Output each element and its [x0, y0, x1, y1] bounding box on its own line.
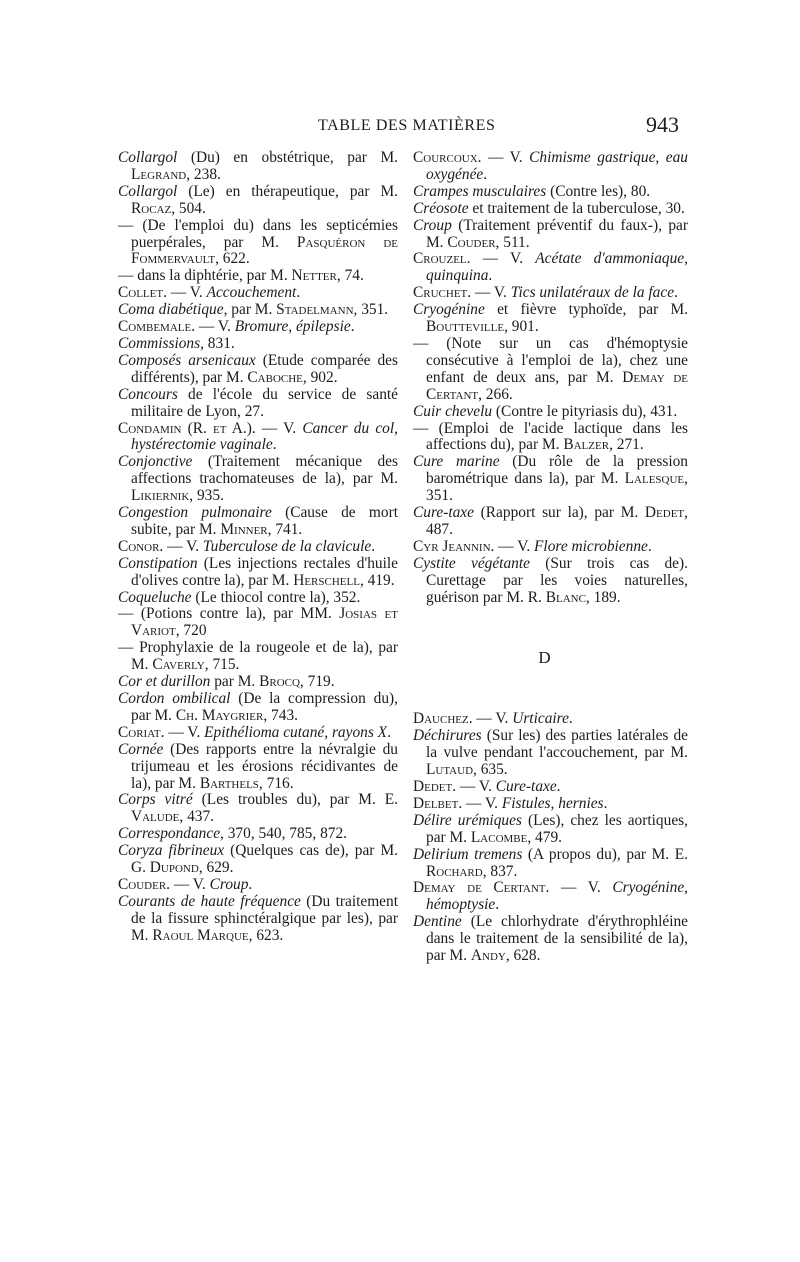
entry-author: Josias et Variot [131, 605, 398, 640]
entry-author: Dedet. — V. [413, 778, 496, 795]
entry-text: , 831. [200, 334, 235, 352]
index-entry [413, 914, 688, 965]
entry-author: Couder [447, 233, 496, 251]
entry-author: Stadelmann [276, 301, 354, 319]
entry-text: (Etude comparée des différents), par M. [131, 351, 398, 386]
entry-topic: Conjonctive [118, 453, 193, 471]
section-c-continued [413, 150, 688, 606]
see-also-reference: Cancer du col, hystérectomie vaginale [131, 419, 399, 454]
entry-text: (Contre les), 80. [546, 182, 651, 200]
index-entry [413, 813, 688, 847]
entry-author: G. Dupond [131, 859, 199, 877]
index-entry [118, 826, 398, 843]
entry-author: Demay de Certant. — V. [413, 879, 613, 897]
entry-text: , 715. [204, 656, 240, 674]
entry-author: Dedet [644, 504, 685, 522]
see-also-reference: Fistules, hernies [501, 794, 604, 812]
entry-text: , 935. [189, 487, 224, 505]
index-entry [413, 556, 688, 607]
entry-topic: Cryogénine [413, 301, 485, 319]
index-entry [413, 880, 688, 914]
see-also-reference: Flore microbienne [534, 537, 648, 555]
entry-text: — dans la diphtérie, par M. [118, 267, 292, 285]
entry-author: Crouzel. — V. [413, 250, 536, 268]
entry-text: — (Potions contre la), par MM. [118, 605, 340, 623]
entry-text: , 266. [478, 385, 513, 403]
entry-text: — Prophylaxie de la rougeole et de la), par M. [118, 639, 398, 674]
entry-text: . [387, 723, 391, 741]
index-entry [413, 251, 688, 285]
entry-topic: Cordon ombilical [118, 690, 231, 707]
index-entry [118, 725, 398, 742]
index-entry [413, 150, 688, 184]
entry-author: Cruchet. — V. [413, 284, 511, 302]
entry-text: (De la compression du), par M. [131, 690, 398, 724]
entry-author: Andy [470, 947, 506, 965]
index-entry [118, 590, 398, 607]
right-column [413, 150, 688, 965]
index-entry [118, 877, 398, 894]
entry-topic: Cystite végétante [413, 554, 530, 572]
entry-text: . [568, 710, 573, 728]
entry-author: Caverly [152, 656, 205, 674]
entry-author: Legrand [131, 165, 187, 183]
index-entry [413, 184, 688, 201]
entry-text: , par M. [223, 301, 277, 319]
entry-text: (Le chlorhydrate d'érythrophléine dans le traitement de la sensibilité de la), par M. [426, 913, 688, 965]
index-entry [118, 843, 398, 877]
entry-author: Couder. — V. [118, 875, 210, 893]
entry-text: , 837. [482, 862, 518, 880]
entry-text: , 743. [263, 706, 298, 724]
entry-text: . [371, 537, 376, 555]
entry-author: Coriat. — V. [118, 723, 205, 741]
entry-topic: Déchirures [413, 727, 482, 745]
index-entry [413, 847, 688, 881]
entry-author: Dauchez. — V. [413, 710, 513, 728]
entry-text: et traitement de la tuberculose, 30. [468, 199, 685, 217]
entry-text: (A propos du), par M. E. [522, 845, 688, 863]
entry-text: , 419. [359, 571, 395, 589]
entry-topic: Correspondance [118, 825, 221, 843]
index-entry [413, 728, 688, 779]
entry-text: (Les troubles du), par M. [192, 791, 385, 809]
see-also-reference: Bromure, épilepsie [234, 318, 351, 336]
entry-text: , 901. [504, 318, 539, 336]
entry-topic: Delirium tremens [413, 845, 523, 863]
index-entry [413, 505, 688, 539]
see-also-reference: Urticaire [512, 710, 569, 728]
entry-author: Combemale. — V. [118, 318, 235, 336]
entry-text: (Du rôle de la pression barométrique dans la), par M. [426, 453, 688, 488]
entry-text: (Du traitement de la fissure sphinctéralgique par les), par M. [131, 892, 398, 944]
entry-text: — (Note sur un cas d'hémoptysie consécutive à l'emploi de la), chez une enfant de deux ans, par M. [413, 334, 688, 386]
index-entry [118, 387, 398, 421]
entry-topic: Cor et durillon [118, 673, 211, 691]
entry-text: . [556, 778, 561, 795]
see-also-reference: Accouchement [206, 284, 297, 302]
index-entry [118, 150, 398, 184]
entry-topic: Collargol [118, 149, 178, 166]
index-entry [118, 556, 398, 590]
entry-text: . [488, 267, 493, 285]
index-entry [413, 539, 688, 556]
entry-text: , 189. [585, 588, 621, 606]
entry-text: . [272, 436, 277, 454]
see-also-reference: Tuberculose de la clavicule [202, 537, 372, 555]
index-entry [413, 285, 688, 302]
index-entry [118, 319, 398, 336]
entry-author: Raoul Marque [152, 926, 249, 944]
entry-text: . [495, 896, 500, 914]
entry-topic: Commissions [118, 334, 201, 352]
index-entry [118, 454, 398, 505]
see-also-reference: Cure-taxe [495, 778, 557, 795]
index-entry [118, 691, 398, 725]
entry-author: Minner [220, 520, 268, 538]
entry-author: Collet. — V. [118, 284, 207, 302]
index-entry [118, 505, 398, 539]
index-entry [413, 302, 688, 336]
see-also-reference: Acétate d'ammoniaque, quinquina [426, 250, 688, 285]
index-entry [413, 779, 688, 796]
entry-author: Lalesque [624, 470, 685, 488]
entry-text: , 902. [302, 368, 338, 386]
entry-text: , 238. [186, 165, 221, 183]
index-entry [413, 201, 688, 218]
entry-text: (Les), chez les aortiques, par M. [426, 811, 688, 846]
see-also-reference: Cryogénine, hémoptysie [426, 879, 688, 914]
entry-author: Brocq [259, 673, 300, 691]
entry-author: Ch. Maygrier [175, 706, 264, 724]
entry-text: , 370, 540, 785, 872. [220, 825, 348, 843]
entry-text: , 622. [215, 250, 250, 268]
entry-text: , 487. [426, 504, 688, 538]
entry-text: , 511. [495, 233, 530, 251]
entry-text: , 719. [299, 673, 335, 691]
entry-author: Rochard [426, 862, 483, 880]
entry-text: (Quelques cas de), par M. [224, 842, 398, 860]
index-entry [413, 711, 688, 728]
entry-text: (Traitement préventif du faux-), par M. [426, 216, 688, 251]
entry-author: Lutaud [426, 761, 474, 779]
entry-topic: Créosote [413, 199, 469, 217]
entry-text: — (De l'emploi du) dans les septicémies puerpérales, par M. [118, 216, 398, 251]
index-entry [118, 421, 398, 455]
entry-text: (Cause de mort subite, par M. [131, 504, 398, 538]
entry-text: — (Emploi de l'acide lactique dans les affections du), par M. [413, 419, 688, 454]
entry-text: (Sur les) des parties latérales de la vulve pendant l'accouchement, par M. [426, 727, 688, 762]
entry-text: . [483, 165, 488, 183]
index-entry [413, 404, 688, 421]
entry-author: Delbet. — V. [413, 794, 502, 812]
entry-author: Demay de Certant [426, 368, 689, 403]
entry-author: Barthels [199, 774, 259, 792]
entry-author: Rocaz [131, 199, 172, 217]
entry-author: Lacombe [470, 828, 528, 846]
entry-text: par M. [210, 673, 260, 691]
entry-topic: Dentine [413, 913, 462, 931]
entry-author: Boutteville [426, 318, 505, 336]
entry-author: Courcoux. — V. [413, 149, 530, 166]
index-entry [118, 268, 398, 285]
entry-text: , 628. [505, 947, 541, 965]
entry-topic: Courants de haute fréquence [118, 892, 301, 910]
entry-topic: Coryza fibrineux [118, 842, 225, 860]
index-entry [118, 640, 398, 674]
see-also-reference: Croup [209, 875, 249, 893]
index-entry [413, 454, 688, 505]
entry-topic: Collargol [118, 182, 178, 200]
entry-text: , 504. [171, 199, 206, 217]
entry-text: , 635. [473, 761, 508, 779]
index-entry [413, 421, 688, 455]
entry-topic: Composés arsenicaux [118, 351, 256, 369]
entry-author: Likiernik [131, 487, 190, 505]
entry-author: Balzer [563, 436, 610, 454]
entry-topic: Crampes musculaires [413, 182, 547, 200]
index-entry [413, 218, 688, 252]
index-entry [118, 184, 398, 218]
entry-text: (Traitement mécanique des affections trachomateuses de la), par M. [131, 453, 398, 488]
entry-topic: Congestion pulmonaire [118, 504, 272, 522]
entry-text: , 623. [248, 926, 284, 944]
entry-text: , 74. [336, 267, 364, 285]
entry-topic: Cure marine [413, 453, 500, 471]
index-entry [413, 796, 688, 813]
entry-text: de l'école du service de santé militaire de Lyon, 27. [131, 385, 398, 420]
entry-text: . [350, 318, 355, 336]
entry-text: , 716. [258, 774, 294, 792]
entry-author: Blanc [545, 588, 586, 606]
index-entry [118, 894, 398, 945]
entry-text: , 351. [353, 301, 389, 319]
entry-author: E. Valude [131, 791, 398, 826]
entry-author: Herschell [293, 571, 360, 589]
entry-text: (Contre le pityriasis du), 431. [492, 402, 678, 420]
entry-text: (Du) en obstétrique, par M. [177, 149, 398, 166]
entry-text: , 479. [527, 828, 562, 846]
entry-text: , 271. [609, 436, 644, 454]
entry-author: Cyr Jeannin. — V. [413, 537, 535, 555]
index-entry [118, 285, 398, 302]
entry-text: . [647, 537, 652, 555]
index-entry [118, 539, 398, 556]
entry-topic: Coqueluche [118, 588, 192, 606]
entry-text: , 720 [175, 622, 207, 640]
index-entry [118, 674, 398, 691]
entry-text: . [296, 284, 301, 302]
entry-topic: Cornée [118, 740, 164, 758]
entry-text: (Le thiocol contre la), 352. [191, 588, 361, 606]
entry-text: (Rapport sur la), par M. [473, 504, 645, 522]
entry-text: (Sur trois cas de). Curettage par les voies naturelles, guérison par M. R. [426, 554, 688, 606]
entry-text: (Le) en thérapeutique, par M. [177, 182, 398, 200]
see-also-reference: Epithélioma cutané, rayons X [204, 723, 388, 741]
entry-author: Condamin (R. et A.). — V. [118, 419, 303, 437]
entry-topic: Coma diabétique [118, 301, 224, 319]
see-also-reference: Tics unilatéraux de la face [510, 284, 675, 302]
index-entry [118, 353, 398, 387]
entry-author: Caboche [247, 368, 303, 386]
entry-author: Conor. — V. [118, 537, 203, 555]
index-entry [118, 302, 398, 319]
entry-text: , 437. [179, 808, 215, 826]
section-d-entries [413, 711, 688, 965]
entry-text: . [248, 875, 253, 893]
entry-text: et fièvre typhoïde, par M. [484, 301, 688, 319]
index-entry [118, 742, 398, 793]
index-entry [413, 336, 688, 404]
left-column [118, 150, 398, 945]
entry-text: , 351. [426, 470, 688, 505]
entry-text: , 629. [198, 859, 234, 877]
entry-text: . [674, 284, 678, 302]
running-header: TABLE DES MATIÈRES [318, 117, 496, 134]
index-entry [118, 336, 398, 353]
entry-text: . [603, 794, 608, 812]
entry-author: Pasquéron de Fommervault [131, 233, 398, 268]
see-also-reference: Chimisme gastrique, eau oxygénée [426, 149, 688, 183]
section-letter-d: D [538, 648, 551, 668]
entry-topic: Délire urémiques [413, 811, 522, 829]
entry-topic: Croup [413, 216, 452, 234]
page-number: 943 [646, 112, 679, 137]
index-entry [118, 606, 398, 640]
entry-text: , 741. [267, 520, 303, 538]
entry-text: (Des rapports entre la névralgie du trijumeau et les érosions récidivantes de la), par M. [131, 740, 398, 792]
entry-topic: Cuir chevelu [413, 402, 493, 420]
entry-author: Netter [291, 267, 337, 285]
entry-topic: Corps vitré [118, 791, 193, 809]
index-entry [118, 218, 398, 269]
entry-text: (Les injections rectales d'huile d'olives contre la), par M. [131, 554, 398, 589]
entry-topic: Constipation [118, 554, 198, 572]
index-entry [118, 792, 398, 826]
entry-topic: Concours [118, 385, 178, 403]
entry-topic: Cure-taxe [413, 504, 474, 522]
